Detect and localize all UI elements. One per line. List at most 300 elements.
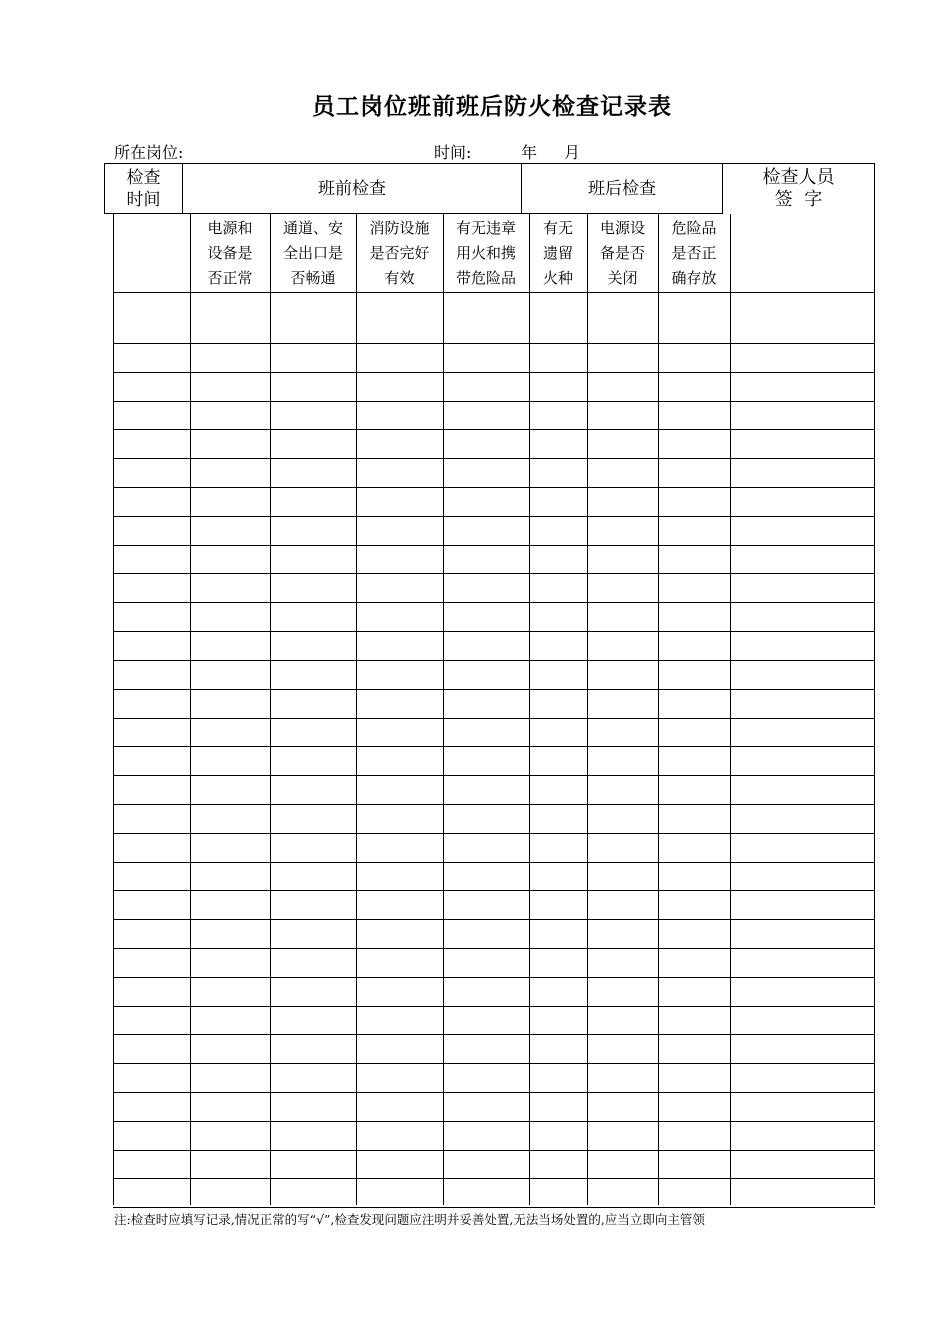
record-cell[interactable] bbox=[271, 1035, 356, 1063]
record-cell[interactable] bbox=[191, 603, 270, 631]
record-cell[interactable] bbox=[731, 373, 874, 401]
inspector-header-line2: 签 字 bbox=[774, 189, 823, 210]
record-cell[interactable] bbox=[444, 1151, 529, 1178]
record-cell[interactable] bbox=[114, 293, 190, 343]
record-cell[interactable] bbox=[357, 949, 443, 977]
column-header-6-line-2: 备是否 bbox=[599, 243, 645, 262]
record-cell[interactable] bbox=[731, 891, 874, 919]
record-cell[interactable] bbox=[588, 1122, 658, 1150]
record-cell[interactable] bbox=[530, 834, 587, 862]
record-cell[interactable] bbox=[731, 661, 874, 689]
record-cell[interactable] bbox=[114, 632, 190, 660]
record-cell[interactable] bbox=[530, 805, 587, 833]
record-cell[interactable] bbox=[659, 1122, 730, 1150]
record-cell[interactable] bbox=[191, 1122, 270, 1150]
record-cell[interactable] bbox=[271, 459, 356, 487]
record-cell[interactable] bbox=[731, 1179, 874, 1207]
record-cell[interactable] bbox=[588, 978, 658, 1006]
record-cell[interactable] bbox=[659, 293, 730, 343]
record-cell[interactable] bbox=[588, 1151, 658, 1178]
record-cell[interactable] bbox=[588, 430, 658, 458]
record-cell[interactable] bbox=[444, 1035, 529, 1063]
record-cell[interactable] bbox=[588, 603, 658, 631]
record-cell[interactable] bbox=[588, 834, 658, 862]
record-cell[interactable] bbox=[731, 344, 874, 372]
inspector-header bbox=[722, 163, 875, 214]
record-cell[interactable] bbox=[731, 546, 874, 573]
column-header-2-line-1: 通道、安 bbox=[282, 218, 343, 237]
record-cell[interactable] bbox=[659, 1007, 730, 1034]
record-cell[interactable] bbox=[191, 1151, 270, 1178]
record-cell[interactable] bbox=[530, 517, 587, 545]
record-cell[interactable] bbox=[530, 574, 587, 602]
record-cell[interactable] bbox=[444, 546, 529, 573]
record-cell[interactable] bbox=[271, 920, 356, 948]
record-cell[interactable] bbox=[530, 891, 587, 919]
record-cell[interactable] bbox=[659, 747, 730, 775]
column-header-6-line-1: 电源设 bbox=[599, 218, 645, 237]
record-cell[interactable] bbox=[191, 978, 270, 1006]
record-cell[interactable] bbox=[659, 1064, 730, 1092]
record-cell[interactable] bbox=[357, 430, 443, 458]
record-cell[interactable] bbox=[191, 517, 270, 545]
record-cell[interactable] bbox=[357, 863, 443, 890]
record-cell[interactable] bbox=[114, 1064, 190, 1092]
record-cell[interactable] bbox=[191, 834, 270, 862]
record-cell[interactable] bbox=[731, 574, 874, 602]
record-cell[interactable] bbox=[659, 776, 730, 804]
record-cell[interactable] bbox=[444, 863, 529, 890]
record-cell[interactable] bbox=[357, 920, 443, 948]
record-cell[interactable] bbox=[114, 920, 190, 948]
record-cell[interactable] bbox=[659, 373, 730, 401]
record-cell[interactable] bbox=[114, 517, 190, 545]
record-cell[interactable] bbox=[357, 1093, 443, 1121]
record-cell[interactable] bbox=[731, 978, 874, 1006]
record-cell[interactable] bbox=[588, 1179, 658, 1207]
record-cell[interactable] bbox=[271, 1179, 356, 1207]
record-cell[interactable] bbox=[357, 661, 443, 689]
record-cell[interactable] bbox=[659, 949, 730, 977]
record-cell[interactable] bbox=[191, 632, 270, 660]
record-cell[interactable] bbox=[357, 690, 443, 718]
record-cell[interactable] bbox=[444, 632, 529, 660]
column-header-1-line-3: 否正常 bbox=[207, 268, 253, 287]
record-cell[interactable] bbox=[659, 805, 730, 833]
record-cell[interactable] bbox=[731, 920, 874, 948]
record-cell[interactable] bbox=[114, 1093, 190, 1121]
record-cell[interactable] bbox=[191, 488, 270, 516]
record-cell[interactable] bbox=[444, 891, 529, 919]
record-cell[interactable] bbox=[588, 747, 658, 775]
record-cell[interactable] bbox=[357, 891, 443, 919]
record-cell[interactable] bbox=[530, 1007, 587, 1034]
record-cell[interactable] bbox=[114, 1151, 190, 1178]
record-cell[interactable] bbox=[530, 949, 587, 977]
record-cell[interactable] bbox=[271, 776, 356, 804]
record-cell[interactable] bbox=[444, 517, 529, 545]
record-cell[interactable] bbox=[191, 949, 270, 977]
record-cell[interactable] bbox=[530, 863, 587, 890]
record-cell[interactable] bbox=[530, 690, 587, 718]
record-cell[interactable] bbox=[357, 632, 443, 660]
post-label: 所在岗位: bbox=[114, 143, 184, 162]
record-cell[interactable] bbox=[271, 891, 356, 919]
record-cell[interactable] bbox=[659, 430, 730, 458]
record-cell[interactable] bbox=[444, 1179, 529, 1207]
before-shift-label: 班前检查 bbox=[318, 178, 386, 199]
record-cell[interactable] bbox=[530, 747, 587, 775]
record-cell[interactable] bbox=[530, 1151, 587, 1178]
record-cell[interactable] bbox=[357, 978, 443, 1006]
record-cell[interactable] bbox=[271, 402, 356, 429]
record-cell[interactable] bbox=[731, 776, 874, 804]
record-cell[interactable] bbox=[271, 344, 356, 372]
column-header-7-line-1: 危险品 bbox=[671, 218, 717, 237]
record-cell[interactable] bbox=[191, 863, 270, 890]
record-cell[interactable] bbox=[530, 632, 587, 660]
record-cell[interactable] bbox=[444, 603, 529, 631]
record-cell[interactable] bbox=[271, 661, 356, 689]
record-cell[interactable] bbox=[114, 805, 190, 833]
record-cell[interactable] bbox=[271, 517, 356, 545]
grid-vline bbox=[874, 214, 875, 1205]
record-cell[interactable] bbox=[191, 546, 270, 573]
record-cell[interactable] bbox=[731, 805, 874, 833]
record-cell[interactable] bbox=[588, 1007, 658, 1034]
record-cell[interactable] bbox=[444, 459, 529, 487]
record-cell[interactable] bbox=[530, 920, 587, 948]
record-cell[interactable] bbox=[659, 661, 730, 689]
record-cell[interactable] bbox=[731, 690, 874, 718]
record-cell[interactable] bbox=[588, 690, 658, 718]
record-cell[interactable] bbox=[731, 517, 874, 545]
record-cell[interactable] bbox=[271, 373, 356, 401]
record-cell[interactable] bbox=[530, 1035, 587, 1063]
record-cell[interactable] bbox=[659, 891, 730, 919]
time-label: 时间: bbox=[434, 143, 472, 162]
record-cell[interactable] bbox=[530, 776, 587, 804]
record-cell[interactable] bbox=[191, 805, 270, 833]
record-cell[interactable] bbox=[731, 402, 874, 429]
check-time-header-line1: 检查 bbox=[126, 167, 161, 188]
record-cell[interactable] bbox=[271, 863, 356, 890]
record-cell[interactable] bbox=[588, 949, 658, 977]
record-cell[interactable] bbox=[357, 805, 443, 833]
record-cell[interactable] bbox=[357, 293, 443, 343]
record-cell[interactable] bbox=[444, 661, 529, 689]
record-cell[interactable] bbox=[530, 373, 587, 401]
record-cell[interactable] bbox=[588, 632, 658, 660]
record-cell[interactable] bbox=[114, 488, 190, 516]
record-cell[interactable] bbox=[357, 1151, 443, 1178]
record-cell[interactable] bbox=[659, 1093, 730, 1121]
record-cell[interactable] bbox=[588, 661, 658, 689]
record-cell[interactable] bbox=[588, 344, 658, 372]
record-cell[interactable] bbox=[530, 1179, 587, 1207]
column-header-3-line-3: 有效 bbox=[384, 268, 415, 287]
record-cell[interactable] bbox=[114, 978, 190, 1006]
record-cell[interactable] bbox=[530, 1064, 587, 1092]
record-cell[interactable] bbox=[114, 344, 190, 372]
record-cell[interactable] bbox=[357, 776, 443, 804]
record-cell[interactable] bbox=[271, 690, 356, 718]
record-cell[interactable] bbox=[444, 805, 529, 833]
record-cell[interactable] bbox=[271, 1007, 356, 1034]
record-cell[interactable] bbox=[659, 459, 730, 487]
record-cell[interactable] bbox=[444, 949, 529, 977]
record-cell[interactable] bbox=[659, 920, 730, 948]
record-cell[interactable] bbox=[530, 344, 587, 372]
record-cell[interactable] bbox=[271, 488, 356, 516]
record-cell[interactable] bbox=[731, 1151, 874, 1178]
column-header-5-line-2: 遗留 bbox=[542, 243, 573, 262]
record-cell[interactable] bbox=[659, 632, 730, 660]
record-cell[interactable] bbox=[588, 719, 658, 746]
record-cell[interactable] bbox=[357, 1122, 443, 1150]
record-cell[interactable] bbox=[271, 834, 356, 862]
record-cell[interactable] bbox=[271, 430, 356, 458]
record-cell[interactable] bbox=[444, 402, 529, 429]
record-cell[interactable] bbox=[731, 834, 874, 862]
record-cell[interactable] bbox=[659, 863, 730, 890]
record-cell[interactable] bbox=[357, 373, 443, 401]
record-cell[interactable] bbox=[271, 1122, 356, 1150]
record-cell[interactable] bbox=[271, 603, 356, 631]
record-cell[interactable] bbox=[444, 430, 529, 458]
record-cell[interactable] bbox=[588, 402, 658, 429]
record-cell[interactable] bbox=[659, 1035, 730, 1063]
record-cell[interactable] bbox=[271, 978, 356, 1006]
record-cell[interactable] bbox=[191, 459, 270, 487]
record-cell[interactable] bbox=[588, 488, 658, 516]
record-cell[interactable] bbox=[357, 1064, 443, 1092]
record-cell[interactable] bbox=[588, 517, 658, 545]
record-cell[interactable] bbox=[444, 719, 529, 746]
record-cell[interactable] bbox=[444, 978, 529, 1006]
record-cell[interactable] bbox=[588, 1064, 658, 1092]
record-cell[interactable] bbox=[444, 1122, 529, 1150]
record-cell[interactable] bbox=[191, 690, 270, 718]
record-cell[interactable] bbox=[588, 891, 658, 919]
record-cell[interactable] bbox=[191, 1035, 270, 1063]
column-header-2-line-3: 否畅通 bbox=[290, 268, 336, 287]
record-cell[interactable] bbox=[731, 459, 874, 487]
record-cell[interactable] bbox=[271, 1093, 356, 1121]
record-cell[interactable] bbox=[444, 293, 529, 343]
record-cell[interactable] bbox=[530, 546, 587, 573]
record-cell[interactable] bbox=[731, 1122, 874, 1150]
record-cell[interactable] bbox=[114, 661, 190, 689]
record-cell[interactable] bbox=[530, 402, 587, 429]
record-cell[interactable] bbox=[588, 293, 658, 343]
record-cell[interactable] bbox=[530, 603, 587, 631]
grid-vline bbox=[730, 214, 731, 292]
record-cell[interactable] bbox=[191, 293, 270, 343]
record-cell[interactable] bbox=[588, 574, 658, 602]
record-cell[interactable] bbox=[659, 1179, 730, 1207]
record-cell[interactable] bbox=[530, 1093, 587, 1121]
record-cell[interactable] bbox=[191, 920, 270, 948]
record-cell[interactable] bbox=[114, 603, 190, 631]
record-cell[interactable] bbox=[731, 747, 874, 775]
record-cell[interactable] bbox=[659, 603, 730, 631]
record-cell[interactable] bbox=[731, 603, 874, 631]
record-cell[interactable] bbox=[588, 863, 658, 890]
record-cell[interactable] bbox=[114, 430, 190, 458]
record-cell[interactable] bbox=[271, 719, 356, 746]
year-label: 年 bbox=[521, 143, 538, 162]
record-cell[interactable] bbox=[191, 1093, 270, 1121]
record-cell[interactable] bbox=[357, 834, 443, 862]
record-cell[interactable] bbox=[271, 293, 356, 343]
record-cell[interactable] bbox=[357, 747, 443, 775]
column-header-4 bbox=[443, 214, 529, 292]
record-cell[interactable] bbox=[114, 719, 190, 746]
record-cell[interactable] bbox=[114, 546, 190, 573]
record-cell[interactable] bbox=[114, 891, 190, 919]
record-cell[interactable] bbox=[530, 978, 587, 1006]
record-cell[interactable] bbox=[114, 1007, 190, 1034]
record-cell[interactable] bbox=[731, 949, 874, 977]
column-header-7-line-3: 确存放 bbox=[671, 268, 717, 287]
record-cell[interactable] bbox=[114, 1035, 190, 1063]
record-cell[interactable] bbox=[731, 488, 874, 516]
record-cell[interactable] bbox=[530, 661, 587, 689]
record-cell[interactable] bbox=[357, 459, 443, 487]
record-cell[interactable] bbox=[191, 776, 270, 804]
record-cell[interactable] bbox=[357, 1035, 443, 1063]
record-cell[interactable] bbox=[731, 632, 874, 660]
record-cell[interactable] bbox=[114, 863, 190, 890]
record-cell[interactable] bbox=[731, 1007, 874, 1034]
record-cell[interactable] bbox=[191, 661, 270, 689]
record-cell[interactable] bbox=[659, 719, 730, 746]
record-cell[interactable] bbox=[659, 517, 730, 545]
record-cell[interactable] bbox=[444, 690, 529, 718]
record-cell[interactable] bbox=[588, 546, 658, 573]
column-header-6 bbox=[587, 214, 658, 292]
record-cell[interactable] bbox=[271, 1151, 356, 1178]
record-cell[interactable] bbox=[114, 834, 190, 862]
record-cell[interactable] bbox=[357, 488, 443, 516]
record-cell[interactable] bbox=[114, 747, 190, 775]
record-cell[interactable] bbox=[357, 546, 443, 573]
record-cell[interactable] bbox=[357, 344, 443, 372]
record-cell[interactable] bbox=[191, 719, 270, 746]
record-cell[interactable] bbox=[357, 402, 443, 429]
record-cell[interactable] bbox=[444, 574, 529, 602]
record-cell[interactable] bbox=[357, 719, 443, 746]
record-cell[interactable] bbox=[588, 805, 658, 833]
record-cell[interactable] bbox=[191, 344, 270, 372]
record-cell[interactable] bbox=[659, 344, 730, 372]
record-cell[interactable] bbox=[444, 776, 529, 804]
record-cell[interactable] bbox=[588, 920, 658, 948]
record-cell[interactable] bbox=[444, 373, 529, 401]
record-cell[interactable] bbox=[114, 776, 190, 804]
record-cell[interactable] bbox=[659, 402, 730, 429]
record-cell[interactable] bbox=[191, 574, 270, 602]
record-cell[interactable] bbox=[357, 603, 443, 631]
record-cell[interactable] bbox=[731, 293, 874, 343]
record-cell[interactable] bbox=[444, 344, 529, 372]
record-cell[interactable] bbox=[659, 978, 730, 1006]
record-cell[interactable] bbox=[271, 805, 356, 833]
record-cell[interactable] bbox=[444, 920, 529, 948]
record-cell[interactable] bbox=[731, 1093, 874, 1121]
record-cell[interactable] bbox=[191, 430, 270, 458]
record-cell[interactable] bbox=[191, 402, 270, 429]
record-cell[interactable] bbox=[659, 488, 730, 516]
record-cell[interactable] bbox=[271, 949, 356, 977]
record-cell[interactable] bbox=[731, 863, 874, 890]
record-cell[interactable] bbox=[444, 834, 529, 862]
record-cell[interactable] bbox=[588, 1093, 658, 1121]
record-cell[interactable] bbox=[191, 1007, 270, 1034]
record-cell[interactable] bbox=[191, 1064, 270, 1092]
record-cell[interactable] bbox=[444, 1064, 529, 1092]
record-cell[interactable] bbox=[114, 459, 190, 487]
record-cell[interactable] bbox=[271, 546, 356, 573]
record-cell[interactable] bbox=[731, 1035, 874, 1063]
record-cell[interactable] bbox=[659, 1151, 730, 1178]
record-cell[interactable] bbox=[271, 632, 356, 660]
record-cell[interactable] bbox=[588, 373, 658, 401]
record-cell[interactable] bbox=[114, 373, 190, 401]
record-cell[interactable] bbox=[530, 430, 587, 458]
record-cell[interactable] bbox=[659, 574, 730, 602]
column-header-5-line-1: 有无 bbox=[542, 218, 573, 237]
record-cell[interactable] bbox=[530, 488, 587, 516]
record-cell[interactable] bbox=[114, 402, 190, 429]
record-cell[interactable] bbox=[530, 719, 587, 746]
record-cell[interactable] bbox=[357, 1007, 443, 1034]
record-cell[interactable] bbox=[114, 1122, 190, 1150]
record-cell[interactable] bbox=[588, 1035, 658, 1063]
record-cell[interactable] bbox=[444, 1093, 529, 1121]
record-cell[interactable] bbox=[114, 690, 190, 718]
record-cell[interactable] bbox=[191, 891, 270, 919]
record-cell[interactable] bbox=[357, 1179, 443, 1207]
record-cell[interactable] bbox=[731, 1064, 874, 1092]
record-cell[interactable] bbox=[444, 1007, 529, 1034]
record-cell[interactable] bbox=[530, 1122, 587, 1150]
record-cell[interactable] bbox=[731, 719, 874, 746]
record-cell[interactable] bbox=[191, 373, 270, 401]
record-cell[interactable] bbox=[444, 488, 529, 516]
record-cell[interactable] bbox=[659, 834, 730, 862]
record-cell[interactable] bbox=[271, 1064, 356, 1092]
record-cell[interactable] bbox=[659, 690, 730, 718]
record-cell[interactable] bbox=[271, 574, 356, 602]
record-cell[interactable] bbox=[588, 459, 658, 487]
record-cell[interactable] bbox=[357, 517, 443, 545]
record-cell[interactable] bbox=[114, 574, 190, 602]
record-cell[interactable] bbox=[191, 747, 270, 775]
record-cell[interactable] bbox=[191, 1179, 270, 1207]
record-cell[interactable] bbox=[271, 747, 356, 775]
record-cell[interactable] bbox=[114, 949, 190, 977]
record-cell[interactable] bbox=[357, 574, 443, 602]
record-cell[interactable] bbox=[530, 459, 587, 487]
record-cell[interactable] bbox=[659, 546, 730, 573]
record-cell[interactable] bbox=[588, 776, 658, 804]
record-cell[interactable] bbox=[530, 293, 587, 343]
record-cell[interactable] bbox=[731, 430, 874, 458]
record-cell[interactable] bbox=[444, 747, 529, 775]
record-cell[interactable] bbox=[114, 1179, 190, 1207]
